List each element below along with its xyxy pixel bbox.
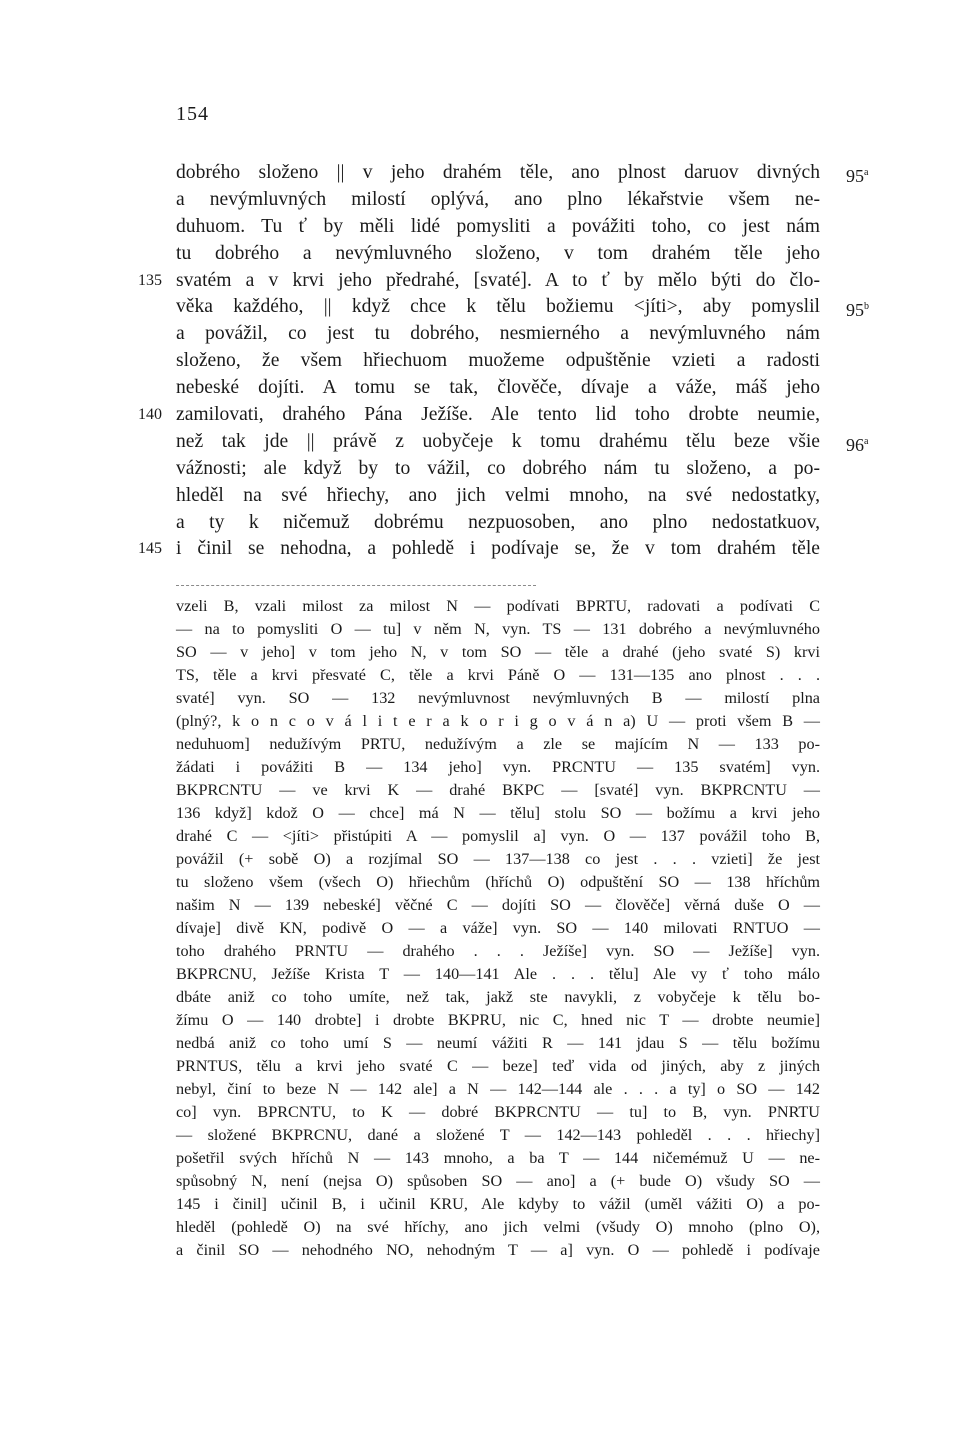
apparatus-line: 145 i činil] učinil B, i učinil KRU, Ale kdyby to vážil (uměl vážiti O) a po- xyxy=(176,1195,820,1214)
main-text xyxy=(138,160,869,563)
apparatus-line: spůsobný N, není (nejsa O) spůsoben SO — ano] a (+ bude O) všudy SO — xyxy=(176,1172,820,1191)
apparatus-line: vzeli B, vzali milost za milost N — podívati BPRTU, radovati a podívati C xyxy=(176,597,820,615)
text-line xyxy=(176,321,820,348)
text-line xyxy=(176,241,820,268)
apparatus-line: tu složeno všem (všech O) hřiechům (hříchů O) odpuštění SO — 138 hříchům xyxy=(176,873,820,892)
text-line-content: tu dobrého a nevýmluvného složeno, v tom drahém těle jeho xyxy=(176,242,820,264)
apparatus-line: svaté] vyn. SO — 132 nevýmluvnost nevýmluvných B — milostí plna xyxy=(176,689,820,708)
page-number: 154 xyxy=(176,103,209,125)
text-line xyxy=(176,483,820,510)
text-line-content: svatém a v krvi jeho předrahé, [svaté]. A to ť by mělo býti do člo- xyxy=(176,269,820,291)
text-line-content: hleděl na své hřiechy, ano jich velmi mnoho, na své nedostatky, xyxy=(176,484,820,506)
apparatus-line: hleděl (pohledě O) na své hříchy, ano jich velmi (všudy O) mnoho (plno O), xyxy=(176,1218,820,1237)
apparatus-line: PRNTUS, tělu a krvi jeho svaté C — beze] teď vida od jiných, aby z jiných xyxy=(176,1057,820,1076)
text-line-content: a povážil, co jest tu dobrého, nesmierného a nevýmluvného nám xyxy=(176,323,820,345)
folio-side: a xyxy=(864,435,869,447)
text-line-content: duhuom. Tu ť by měli lidé pomysliti a povážiti toho, co jest nám xyxy=(176,215,820,237)
apparatus-line: žádati i povážiti B — 134 jeho] vyn. PRCNTU — 135 svatém] vyn. xyxy=(176,758,820,777)
text-line xyxy=(176,214,820,241)
text-line xyxy=(176,348,820,375)
apparatus-line: a činil SO — nehodného NO, nehodným T — a] vyn. O — pohledě i podívaje xyxy=(176,1241,820,1260)
folio-marker: 96$^a$ xyxy=(846,434,869,455)
text-line xyxy=(176,160,869,187)
text-line xyxy=(176,294,869,321)
apparatus-line: co] vyn. BPRCNTU, to K — dobré BKPRCNTU — tu] to B, vyn. PNRTU xyxy=(176,1103,820,1122)
apparatus-line: toho drahého PRNTU — drahého . . . Ježíše] vyn. SO — Ježíše] vyn. xyxy=(176,942,820,961)
critical-apparatus xyxy=(176,595,820,1262)
text-line xyxy=(138,536,820,563)
text-line-content: nebeské dojíti. A tomu se tak, člověče, dívaje a váže, máš jeho xyxy=(176,377,820,399)
apparatus-line: nedbá aniž co toho umí S — neumí vážiti R — 141 jdau S — tělu božímu xyxy=(176,1034,820,1053)
folio-side: b xyxy=(864,301,869,313)
apparatus-line: neduhuom] nedužívým PRTU, nedužívým a zle se majícím N — 133 po- xyxy=(176,735,820,754)
text-line-content: než tak jde || právě z uobyčeje k tomu drahému tělu beze všie xyxy=(176,430,820,452)
apparatus-line: (plný?, k o n c o v á l i t e r a k o r i g o v á n a) U — proti všem B — xyxy=(176,712,820,731)
text-line-content: a ty k ničemuž dobrému nezpuosoben, ano plno nedostatkuov, xyxy=(176,511,820,533)
text-line xyxy=(176,375,820,402)
text-line xyxy=(138,268,820,295)
apparatus-line: nebyl, činí to beze N — 142 ale] a N — 142—144 ale . . . a ty] o SO — 142 xyxy=(176,1080,820,1099)
text-line-content: a nevýmluvných milostí oplývá, ano plno lékařstvie všem ne- xyxy=(176,188,820,210)
footnote-separator xyxy=(176,585,536,586)
apparatus-line: pošetřil svých hříchů N — 143 mnoho, a ba T — 144 ničemémuž U — ne- xyxy=(176,1149,820,1168)
text-line xyxy=(176,510,820,537)
text-line xyxy=(138,402,820,429)
apparatus-line: žímu O — 140 drobte] i drobte BKPRU, nic C, hned nic T — drobte neumie] xyxy=(176,1011,820,1030)
apparatus-line: povážil (+ sobě O) a rozjímal SO — 137—138 co jest . . . vzieti] že jest xyxy=(176,850,820,869)
line-number: 135 xyxy=(138,271,162,289)
line-number: 145 xyxy=(138,540,162,558)
apparatus-line: dbáte aniž co toho umíte, než tak, jakž ste navykli, z vobyčeje k tělu bo- xyxy=(176,988,820,1007)
text-line xyxy=(176,429,869,456)
text-line-content: zamilovati, drahého Pána Ježíše. Ale tento lid toho drobte neumie, xyxy=(176,404,820,426)
apparatus-line: 136 když] kdož O — chce] má N — tělu] stolu SO — božímu a krvi jeho xyxy=(176,804,820,823)
apparatus-line: — na to pomysliti O — tu] v něm N, vyn. TS — 131 dobrého a nevýmluvného xyxy=(176,620,820,639)
folio-marker: 95$^a$ xyxy=(846,166,869,186)
text-line-content: složeno, že všem hřiechuom muožeme odpuštěnie vzieti a radosti xyxy=(176,350,820,372)
apparatus-line: našim N — 139 nebeské] věčné C — dojíti SO — člověče] věrná duše O — xyxy=(176,896,820,915)
text-line xyxy=(176,456,820,483)
folio-marker: 95$^b$ xyxy=(846,300,869,321)
apparatus-line: drahé C — <jíti> přistúpiti A — pomyslil a] vyn. O — 137 povážil toho B, xyxy=(176,827,820,846)
apparatus-line: BKPRCNTU — ve krvi K — drahé BKPC — [svaté] vyn. BKPRCNTU — xyxy=(176,781,820,800)
line-number: 140 xyxy=(138,406,162,424)
apparatus-line: dívaje] divě KN, podivě O — a váže] vyn. SO — 140 milovati RNTUO — xyxy=(176,919,820,938)
apparatus-line: SO — v jeho] v tom jeho N, v tom SO — těle a drahé (jeho svaté S) krvi xyxy=(176,643,820,662)
text-line-content: věka každého, || když chce k tělu božiemu <jíti>, aby pomyslil xyxy=(176,296,820,318)
folio-side: a xyxy=(864,167,869,178)
text-line-content: dobrého složeno || v jeho drahém těle, ano plnost daruov divných xyxy=(176,162,820,183)
apparatus-line: TS, těle a krvi přesvaté C, těle a krvi Páně O — 131—135 ano plnost . . . xyxy=(176,666,820,685)
text-line xyxy=(176,187,820,214)
text-line-content: vážnosti; ale když by to vážil, co dobrého nám tu složeno, a po- xyxy=(176,457,820,479)
apparatus-line: BKPRCNU, Ježíše Krista T — 140—141 Ale . . . tělu] Ale vy ť toho málo xyxy=(176,965,820,984)
apparatus-line: — složené BKPRCNU, dané a složené T — 142—143 pohleděl . . . hřiechy] xyxy=(176,1126,820,1145)
text-line-content: i činil se nehodna, a pohledě i podívaje se, že v tom drahém těle xyxy=(176,538,820,560)
